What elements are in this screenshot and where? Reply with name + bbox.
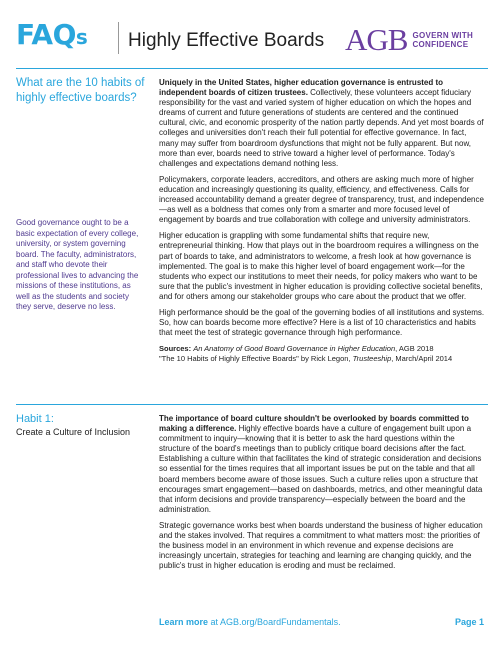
page-number: Page 1 — [454, 617, 484, 627]
habit1-body — [159, 414, 485, 577]
section1-sidebar — [16, 76, 146, 106]
faqs-logo — [16, 18, 87, 51]
section1-paragraph-1-text: Collectively, these volunteers accept fiduciary responsibility for the vast and varied system of higher education on which the hopes and dreams of current and future generations of students are centered and the continued cultural, civic, and economic prosperity of the nation partly depends. And yet most boards of colleges and universities don't reach their full potential for effective governance. In fact, many may suffer from boardroom dysfunctions that might not be fully apparent. But now, more than ever, boards need to strive toward a higher level of performance. Today's challenges and expectations demand nothing less. — [159, 88, 484, 168]
habit1-paragraph-2: Strategic governance works best when boards understand the business of higher education and the stakes involved. That requires a commitment to what matters most: the priorities of the business model in an environment in which revenue and expense decisions are increasingly uncertain, strategies for teaching and learning are changing quickly, and the public's trust in higher education is eroding and must be reclaimed. — [159, 520, 483, 571]
sources-label: Sources: — [159, 344, 192, 354]
page-header — [0, 0, 500, 68]
learn-more-link[interactable] — [159, 617, 341, 627]
habit-title: Create a Culture of Inclusion — [16, 427, 131, 437]
section1-paragraph-3: Higher education is grappling with some fundamental shifts that require new, entrepreneurial thinking. How that plays out in the boardroom requires a willingness on the part of boards to take, and administrators to welcome, a fresh look at how governance is implemented. The goal is to make this higher level of board engagement work—for the students who expect our institutions to meet their needs, for policy makers who want to be sure that the public's investment in higher education is providing collective societal benefits, and for others among our stakeholder groups who care about the product that we offer. — [159, 231, 483, 301]
agb-tagline-line2: CONFIDENCE — [412, 40, 469, 49]
section1-paragraph-2: Policymakers, corporate leaders, accreditors, and others are asking much more of higher education and increasingly questioning its quality, efficiency, and effectiveness. Calls for increased accountability demand a greater degree of transparency, trust, and independence—as well as a boldness that comes only from a smarter and more focused level of engagement by boards and true collaboration with college and university administrators. — [159, 174, 484, 225]
section1-body — [159, 78, 485, 363]
section1-lead-sentence: Uniquely in the United States, higher education governance is entrusted to independent boards of citizen trustees. — [159, 78, 444, 98]
agb-tagline — [412, 31, 473, 49]
sources-book-title: An Anatomy of Good Board Governance in Higher Education — [193, 344, 396, 354]
agb-logo — [345, 20, 473, 60]
pull-quote: Good governance ought to be a basic expectation of every college, university, or system governing board. The faculty, administrators, and staff who devote their professional lives to advancing the missions of these institutions, as well as the students and society they serve, deserve no less. — [16, 218, 139, 311]
learn-more-url: at AGB.org/BoardFundamentals. — [208, 617, 341, 627]
section1-paragraph-4: High performance should be the goal of the governing bodies of all institutions and systems. So, how can boards become more effective? Here is a list of 10 characteristics and habits that meet the test of strategic governance through high performance. — [159, 307, 485, 338]
section-rule-top — [16, 68, 488, 69]
habit1-lead-sentence: The importance of board culture shouldn't be overlooked by boards committed to making a difference. — [159, 414, 469, 434]
sources — [159, 344, 485, 363]
section1-question: What are the 10 habits of highly effective boards? — [16, 77, 145, 104]
habit1-paragraph-1 — [159, 414, 485, 515]
faqs-logo-main: FAQ — [16, 18, 76, 51]
faqs-logo-suffix: s — [75, 25, 88, 49]
page-title: Highly Effective Boards — [128, 30, 325, 51]
habit1-sidebar — [16, 412, 146, 438]
section1-paragraph-1 — [159, 78, 485, 169]
sources-line-2 — [159, 354, 485, 364]
agb-tagline-line1: GOVERN WITH — [412, 31, 474, 40]
sources-line-2-rest: , March/April 2014 — [391, 353, 453, 363]
header-divider — [118, 22, 119, 54]
agb-logo-letters: AGB — [345, 22, 408, 57]
habit1-paragraph-1-text: Highly effective boards have a culture of engagement built upon a commitment to inquiry—knowing that it is better to ask the hard questions within the structure of the board's meetings than to publicly critique board decisions after the fact. Establishing a culture within that facilitates the kind of strategic consideration and decisions so essential for the times requires that all important issues be put on the table and that all board members become aware of those issues. Such a culture relies upon a structure that encourages smart engagement—based on dashboards, metrics, and other meaningful data that inform decisions and provide transparency—especially between the board and the administration. — [159, 424, 483, 514]
pull-quote-box — [16, 218, 146, 313]
learn-more-label: Learn more — [159, 617, 209, 627]
section-rule-habit1 — [16, 404, 488, 405]
sources-line-1 — [159, 344, 485, 354]
sources-line-1-rest: , AGB 2018 — [395, 344, 434, 354]
habit-number: Habit 1: — [16, 413, 54, 425]
sources-journal: Trusteeship — [352, 353, 392, 363]
sources-line-2-pre: "The 10 Habits of Highly Effective Boards" by Rick Legon, — [159, 353, 353, 363]
